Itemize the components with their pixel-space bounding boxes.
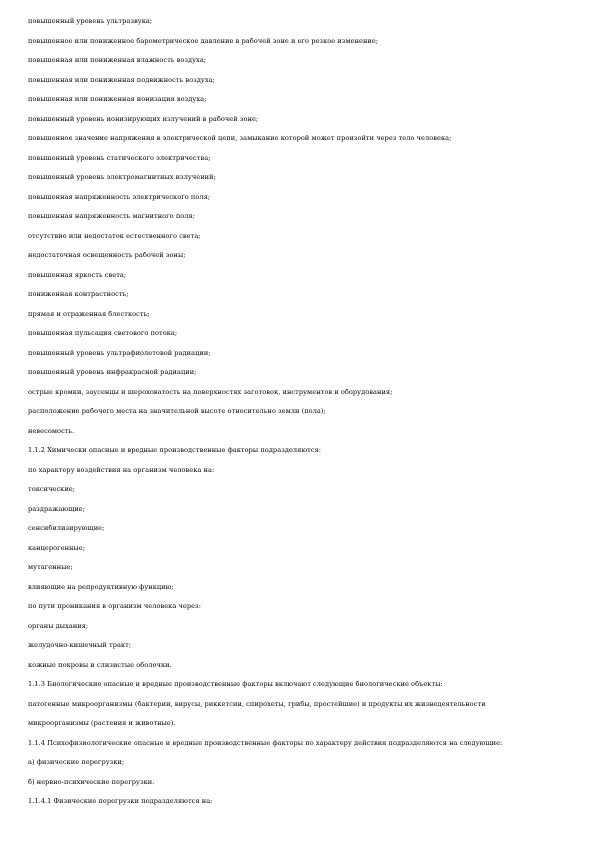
text-line: повышенный уровень инфракрасной радиации; — [28, 368, 197, 376]
section-heading: 1.1.2 Химически опасные и вредные производственные факторы подразделяются: — [28, 446, 322, 454]
text-line: повышенный уровень ионизирующих излучений в рабочей зоне; — [28, 114, 259, 123]
text-line: повышенная или пониженная подвижность воздуха; — [28, 75, 215, 84]
text-line: повышенный уровень статического электричества; — [28, 153, 211, 162]
text-line: кожные покровы и слизистые оболочки. — [28, 660, 172, 669]
text-line: повышенный уровень ультразвука; — [28, 17, 153, 25]
text-line: повышенное или пониженное барометрическое давление в рабочей зоне и его резкое изменение; — [28, 36, 379, 45]
text-line: острые кромки, заусенцы и шероховатость на поверхностях заготовок, инструментов и оборудования; — [28, 387, 393, 396]
text-line: невесомость. — [28, 426, 75, 435]
text-line: повышенная или пониженная влажность воздуха; — [28, 56, 207, 64]
text-line: сенсибилизирующие; — [28, 524, 105, 532]
text-line: микроорганизмы (растения и животные). — [28, 719, 176, 727]
text-line: повышенная напряженность электрического поля; — [28, 192, 211, 201]
section-heading: 1.1.4.1 Физические перегрузки подразделяются на: — [28, 797, 213, 805]
text-line: токсические; — [28, 485, 76, 493]
text-line: патогенные микроорганизмы (бактерии, вирусы, риккетсии, спирохеты, грибы, простейшие) и продукты их жизнедеятельности — [28, 699, 486, 708]
text-line: влияющие на репродуктивную функцию; — [28, 582, 174, 591]
text-line: прямая и отраженная блесткость; — [28, 309, 150, 318]
text-line: отсутствие или недостаток естественного света; — [28, 231, 201, 240]
text-line: а) физические перегрузки; — [28, 758, 125, 766]
text-line: пониженная контрастность; — [28, 290, 129, 298]
text-line: повышенный уровень ультрафиолетовой радиации; — [28, 348, 211, 357]
text-line: органы дыхания; — [28, 621, 89, 630]
text-line: повышенный уровень электромагнитных излучений; — [28, 173, 216, 181]
text-line: расположение рабочего места на значительной высоте относительно земли (пола); — [28, 407, 326, 415]
section-heading: 1.1.3 Биологические опасные и вредные производственные факторы включают следующие биологические объекты: — [28, 680, 443, 688]
text-line: повышенная напряженность магнитного поля; — [28, 212, 196, 220]
text-line: мутагенные; — [28, 563, 73, 571]
text-line: повышенное значение напряжения в электрической цепи, замыкание которой может произойти через тело человека; — [28, 134, 452, 142]
text-line: повышенная яркость света; — [28, 270, 127, 279]
text-line: желудочно-кишечный тракт; — [28, 641, 132, 649]
text-line: по характеру воздействия на организм человека на: — [28, 465, 215, 474]
text-line: раздражающие; — [28, 504, 85, 513]
section-heading: 1.1.4 Психофизиологические опасные и вредные производственные факторы по характеру действия подразделяются на следующие: — [28, 738, 503, 747]
text-line: по пути проникания в организм человека через: — [28, 602, 201, 610]
text-line: канцерогенные; — [28, 543, 85, 552]
text-line: б) нервно-психические перегрузки. — [28, 777, 155, 786]
text-line: повышенная или пониженная ионизация воздуха; — [28, 95, 207, 103]
document-body — [28, 12, 573, 812]
text-line: повышенная пульсация светового потока; — [28, 329, 178, 337]
text-line: недостаточная освещенность рабочей зоны; — [28, 251, 186, 259]
